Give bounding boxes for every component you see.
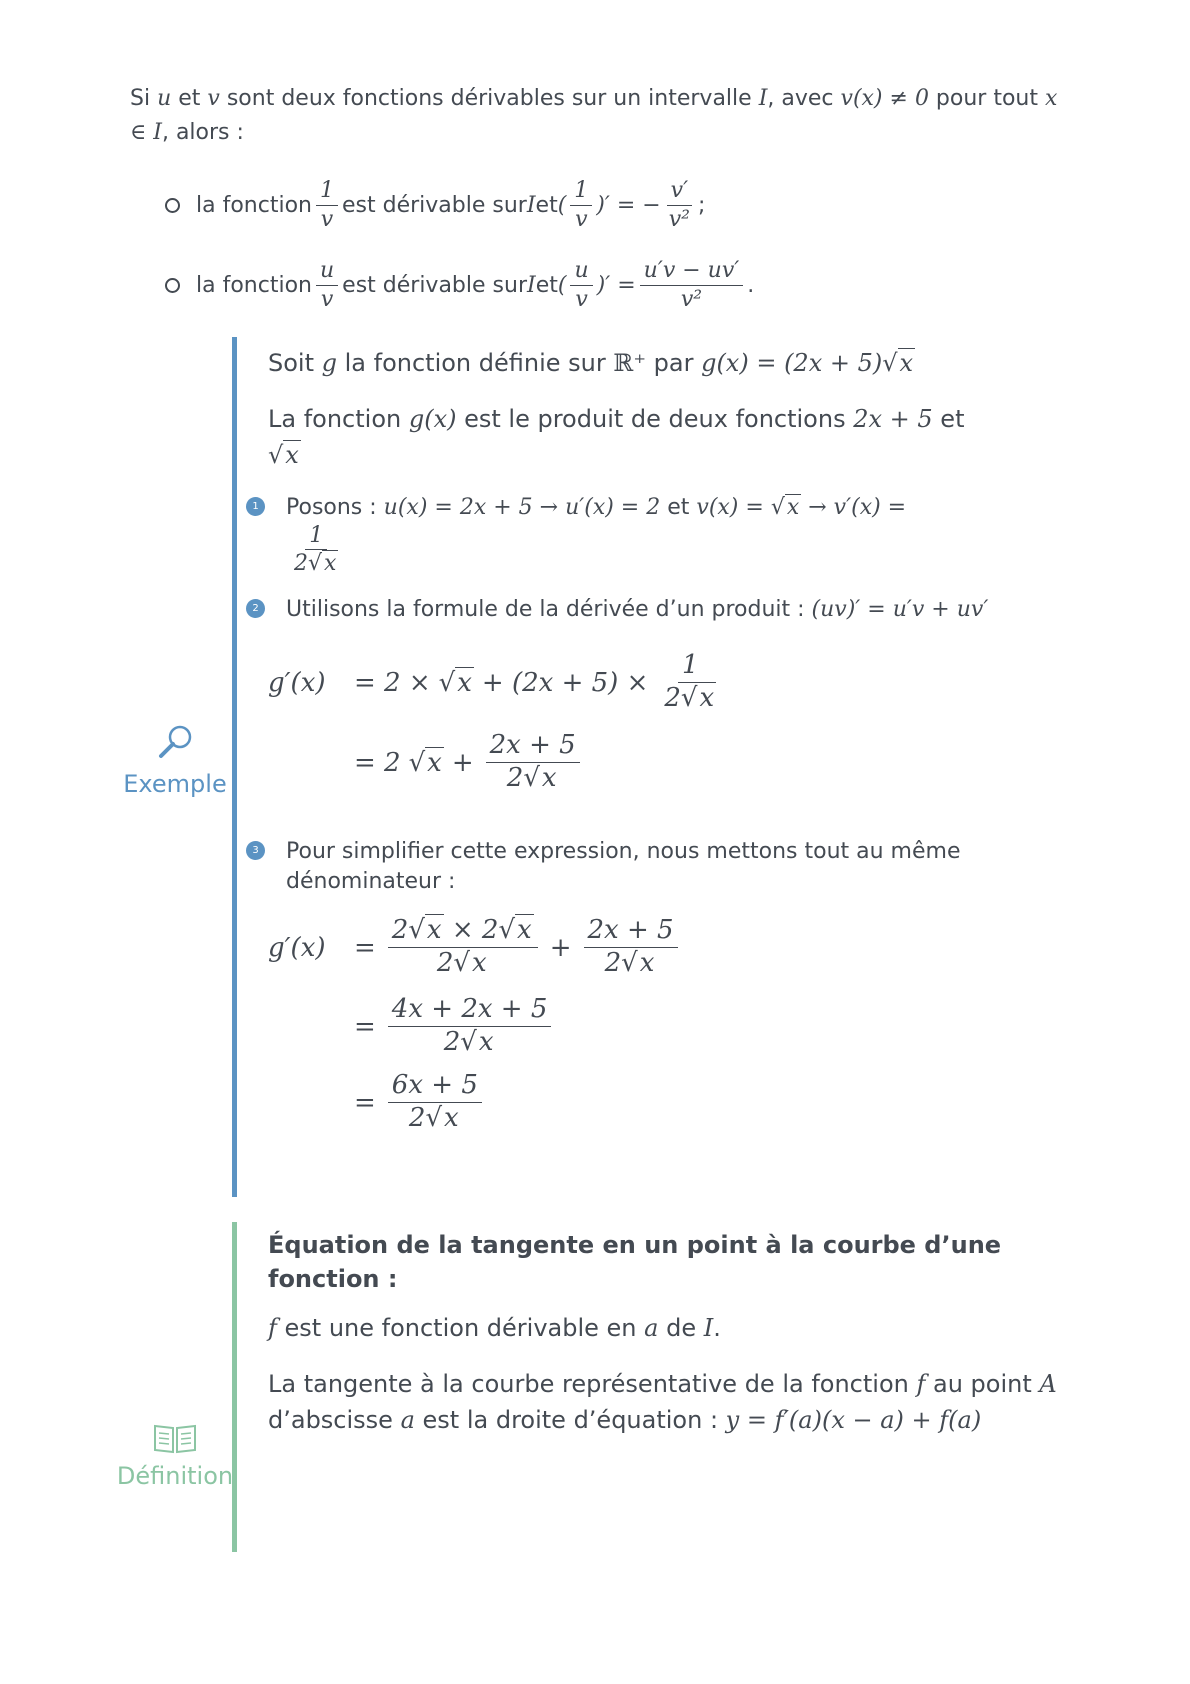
bullet-text: la fonction [196, 192, 312, 218]
math-condition: v(x) ≠ 0 [840, 86, 929, 111]
fraction-denominator: v [575, 206, 588, 232]
fraction-numerator: 2√x × 2√x [388, 916, 538, 948]
fraction-numerator: 2x + 5 [584, 916, 678, 948]
example-content [252, 345, 1068, 1141]
sqrt-x: √x [882, 349, 914, 377]
fraction [570, 258, 592, 312]
math-R-plus: ℝ⁺ [613, 349, 646, 377]
math-u: u(x) = 2x + 5 → u′(x) = 2 [383, 495, 661, 520]
den-coef: 2 [506, 763, 524, 794]
intro-paragraph [130, 82, 1070, 150]
tangent-equation: y = f′(a)(x − a) + f(a) [725, 1406, 982, 1434]
num-part: × 2 [443, 915, 499, 946]
definition-text: de [658, 1314, 704, 1342]
math-v: v [207, 86, 220, 111]
fraction [660, 651, 720, 714]
fraction [584, 916, 678, 979]
bullet-text: . [747, 272, 755, 298]
math-I: I [758, 86, 768, 111]
intro-text: , alors : [161, 120, 244, 145]
bullet-text: la fonction [196, 272, 312, 298]
bullet-text: est dérivable sur [342, 272, 527, 298]
bullet-circle-icon [165, 198, 180, 213]
math-I: I [527, 272, 536, 298]
fraction-denominator: 2√x [436, 948, 487, 979]
math-g: g [321, 349, 337, 377]
example-sidebar [110, 720, 240, 798]
intro-text: pour tout [928, 86, 1045, 111]
step-text: Pour simplifier cette expression, nous mettons tout au même dénominateur : [286, 838, 961, 894]
math-v: v(x) = [696, 495, 771, 520]
sqrt-x: √x [268, 441, 299, 469]
equation-derivative [268, 643, 1068, 803]
fraction-denominator: v² [680, 286, 703, 312]
intro-text: Si [130, 86, 158, 111]
magnifier-icon [153, 720, 197, 764]
definition-text: . [713, 1314, 721, 1342]
den-coef: 2 [294, 551, 308, 577]
fraction-denominator: 2√x [443, 1027, 494, 1058]
fraction-numerator: 1 [678, 651, 703, 683]
step-2 [252, 595, 1068, 625]
equation-term: + (2x + 5) × [481, 667, 649, 698]
equation-simplified [268, 907, 1068, 1141]
example-text: Soit [268, 349, 322, 377]
fraction-denominator: 2√x [506, 763, 557, 794]
math-g-definition: g(x) = (2x + 5) [701, 349, 883, 377]
equation-term: = 2 [354, 747, 401, 778]
bullet-text: et [535, 192, 558, 218]
list-item: la fonction $\frac{1}{v}$ est dérivable sur I et ( $\frac{1}{v}$ )′ = − $\frac{v'}{\text{v²}}$ ; [165, 165, 1065, 245]
equation-row [268, 907, 1068, 989]
definition-text: est une fonction dérivable en [276, 1314, 645, 1342]
step-text: Utilisons la formule de la dérivée d’un produit : [286, 596, 812, 622]
bullet-text: et [535, 272, 558, 298]
math-factor: 2x + 5 [853, 405, 933, 433]
step-number-badge: 1 [246, 497, 265, 516]
equation-row [268, 1065, 1068, 1141]
math-product-rule: (uv)′ = u′v + uv′ [811, 596, 989, 622]
example-product [268, 401, 1068, 473]
equals-sign: = [354, 1011, 376, 1042]
math-a: a [400, 1406, 415, 1434]
math-I: I [703, 1314, 714, 1342]
math-x-in-I: x ∈ I [130, 86, 1058, 145]
math-v-prime: → v′(x) = [801, 495, 907, 520]
fraction-denominator: v [320, 286, 334, 312]
fraction-numerator: 1 [305, 523, 327, 550]
fraction [388, 1071, 482, 1134]
fraction-numerator: 4x + 2x + 5 [388, 995, 552, 1027]
fraction-denominator: 2√x [664, 683, 715, 714]
bullet-circle-icon [165, 278, 180, 293]
example-text: La fonction [268, 405, 409, 433]
equation-term: = 2 × [354, 667, 431, 698]
equation-row: = 2 √x + $\frac{2x + 5}{2√x}$ [268, 723, 1068, 803]
step-3 [252, 837, 1068, 897]
intro-text: sont deux fonctions dérivables sur un intervalle [219, 86, 759, 111]
fraction [388, 916, 538, 979]
fraction [665, 178, 694, 232]
plus-sign: + [549, 932, 572, 963]
equation-lhs: g′(x) [268, 667, 326, 698]
step-number-badge: 3 [246, 841, 265, 860]
example-intro [268, 345, 1068, 381]
fraction [316, 178, 338, 232]
fraction [388, 995, 552, 1058]
equation-row [268, 989, 1068, 1065]
den-coef: 2 [664, 683, 681, 714]
definition-title: Équation de la tangente en un point à la courbe d’une fonction : [268, 1231, 1002, 1293]
open-book-icon [151, 1420, 199, 1456]
intro-text: et [171, 86, 208, 111]
fraction-numerator: u′v − uv′ [640, 258, 744, 285]
equals-sign: = [354, 932, 376, 963]
math-f: f [916, 1370, 926, 1398]
fraction [640, 258, 744, 312]
fraction-denominator: 2√x [408, 1103, 459, 1134]
rule-list [165, 165, 1065, 325]
fraction-denominator: 2√x [604, 948, 655, 979]
definition-text: est la droite d’équation : [414, 1406, 726, 1434]
intro-text: , avec [767, 86, 841, 111]
bullet-text: est dérivable sur [341, 192, 527, 218]
definition-text: au point [925, 1370, 1040, 1398]
den-coef: 2 [604, 948, 622, 979]
definition-paragraph [268, 1310, 1068, 1346]
definition-text: La tangente à la courbe représentative de la fonction [268, 1370, 917, 1398]
fraction-denominator: v [320, 206, 334, 232]
equation-row: g′(x) = 2 × √x + (2x + 5) × $\frac{1}{2√x}$ [268, 643, 1068, 723]
equation-lhs: g′(x) [268, 932, 326, 963]
definition-label: Définition [116, 1462, 234, 1490]
fraction [570, 178, 592, 232]
math-operator: )′ = − [596, 192, 661, 218]
fraction-denominator: 2√x [294, 551, 337, 577]
math-A: A [1039, 1370, 1057, 1398]
fraction [290, 523, 342, 577]
fraction-denominator: v² [668, 206, 690, 232]
fraction-numerator: v′ [667, 178, 692, 205]
example-text: la fonction définie sur [337, 349, 614, 377]
example-label: Exemple [123, 770, 227, 798]
step-text: et [660, 495, 697, 520]
equation-term: + [451, 747, 474, 778]
num-part: 2 [391, 915, 409, 946]
example-text: est le produit de deux fonctions [456, 405, 854, 433]
math-a: a [644, 1314, 659, 1342]
definition-accent-bar [232, 1222, 237, 1552]
math-u: u [157, 86, 172, 111]
sqrt-x: √x [770, 495, 800, 520]
fraction [486, 731, 580, 794]
math-I: I [526, 192, 536, 218]
fraction-numerator: 1 [316, 178, 338, 205]
definition-text: d’abscisse [268, 1406, 401, 1434]
step-number-badge: 2 [246, 599, 265, 618]
math-g-x: g(x) [408, 405, 457, 433]
fraction-numerator: u [316, 258, 338, 285]
fraction-numerator: u [570, 258, 592, 285]
den-coef: 2 [443, 1027, 461, 1058]
step-1 [252, 493, 1068, 577]
den-coef: 2 [408, 1103, 426, 1134]
math-f: f [268, 1314, 277, 1342]
example-text: et [932, 405, 965, 433]
equals-sign: = [354, 1087, 376, 1118]
fraction-denominator: v [575, 286, 588, 312]
bullet-text: ; [697, 192, 706, 218]
fraction-numerator: 6x + 5 [388, 1071, 482, 1103]
definition-sidebar [110, 1420, 240, 1490]
fraction [316, 258, 338, 312]
list-item: la fonction $\frac{u}{v}$ est dérivable sur I et ( $\frac{u}{v}$ )′ = $\frac{u'v - uv'}{\text{v²}}$ . [165, 245, 1065, 325]
step-text: Posons : [286, 495, 384, 520]
fraction-numerator: 2x + 5 [486, 731, 580, 763]
example-text: par [646, 349, 702, 377]
fraction-numerator: 1 [570, 178, 592, 205]
den-coef: 2 [436, 948, 454, 979]
definition-content [268, 1228, 1068, 1458]
math-operator: )′ = [596, 272, 636, 298]
definition-paragraph [268, 1366, 1068, 1438]
